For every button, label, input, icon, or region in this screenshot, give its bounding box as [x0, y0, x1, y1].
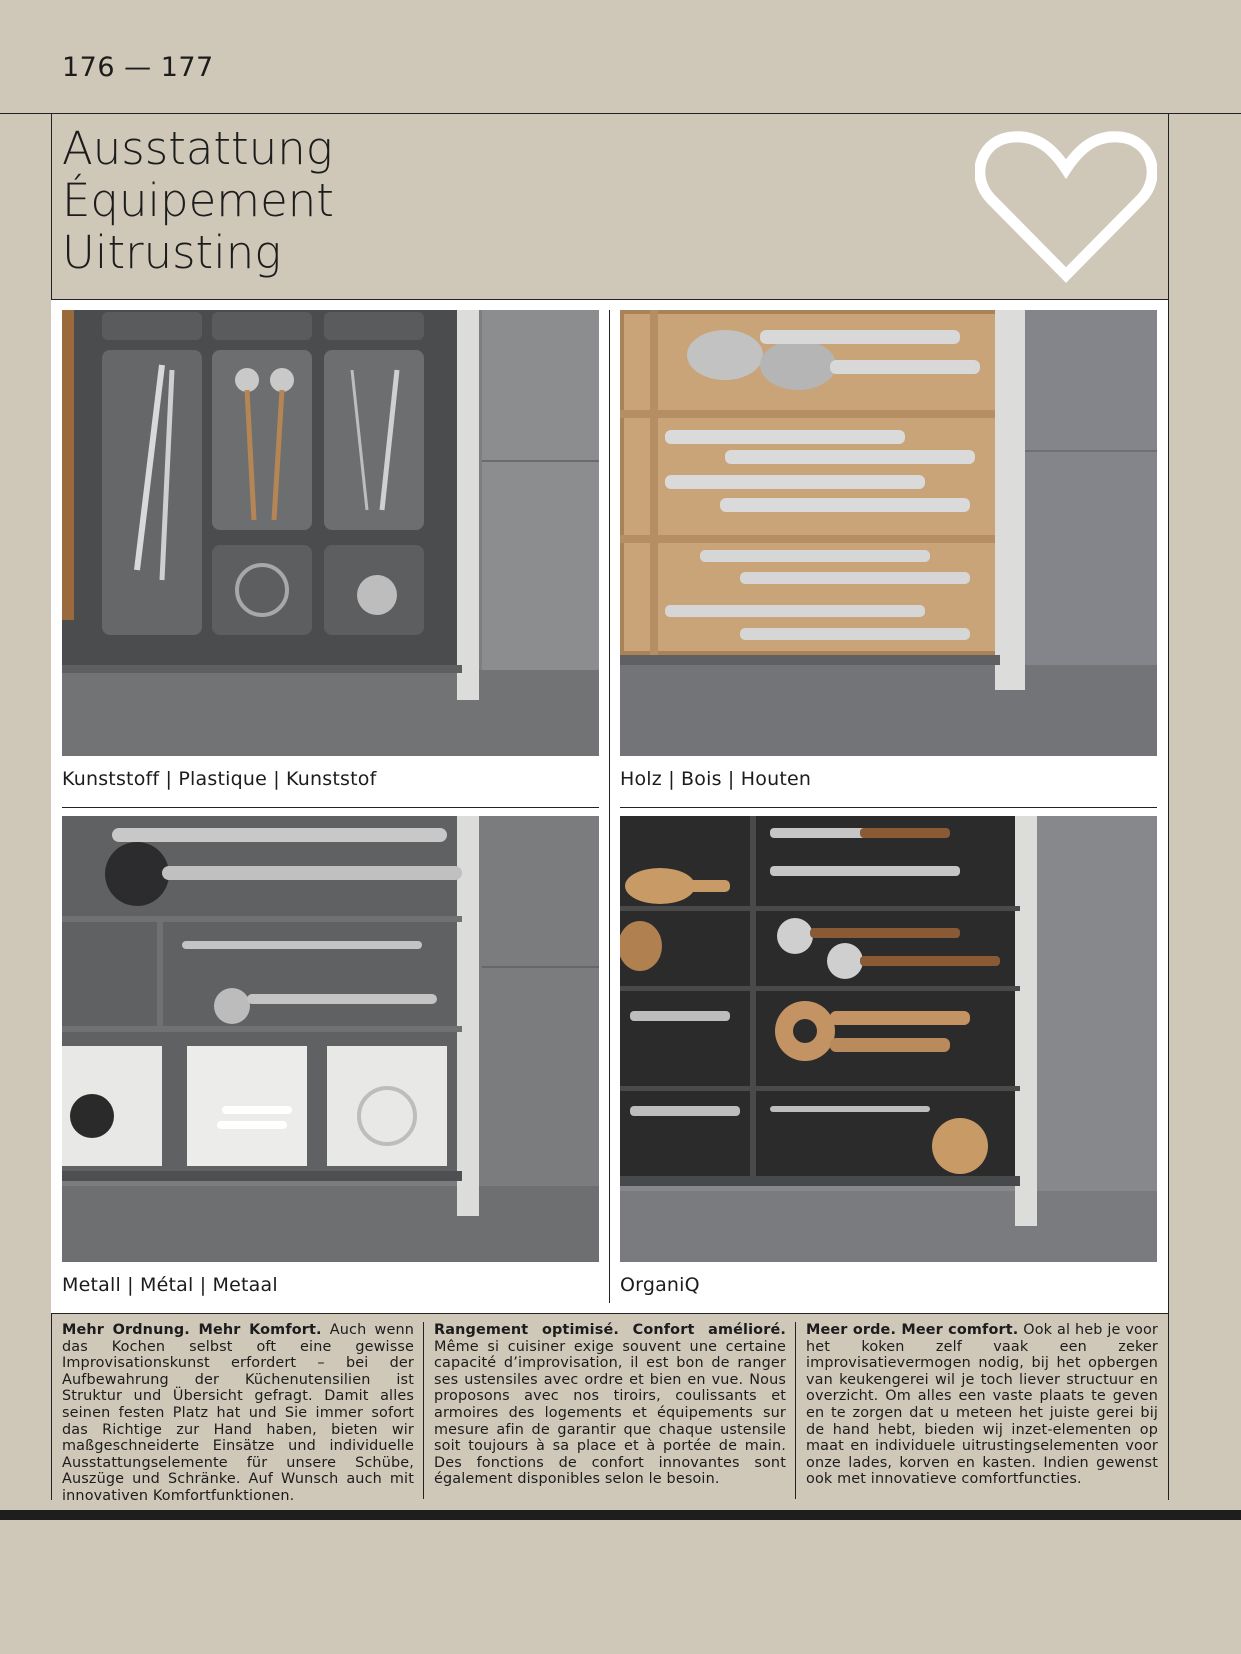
text-divider-2 — [795, 1322, 796, 1499]
title-french: Équipement — [62, 174, 334, 227]
text-dutch — [806, 1322, 1158, 1488]
text-french-body: Même si cuisiner exige souvent une certaine capacité d’improvisation, il est bon de ranger ses ustensiles avec ordre et bien en vue. Nous proposons avec nos tiroirs, coulissants et armoires des logements et équipements sur mesure afin de garantir que chaque ustensile soit toujours à sa place et à portée de main. Des fonctions de confort innovantes sont également disponibles selon le besoin. — [434, 1338, 786, 1488]
caption-wood: Holz | Bois | Houten — [620, 768, 812, 790]
grid-column-divider — [609, 310, 610, 1303]
footer-bar — [0, 1510, 1241, 1520]
text-german-lead: Mehr Ordnung. Mehr Komfort. — [62, 1322, 322, 1338]
text-french-lead: Rangement optimisé. Confort amélioré. — [434, 1322, 786, 1338]
text-german-body: Auch wenn das Kochen selbst oft eine gewisse Improvisationskunst erfordert – bei der Aufbewahrung der Küchenutensilien ist Struktur und Übersicht gefragt. Damit alles seinen festen Platz hat und Sie immer sofort das Richtige zur Hand haben, bieten wir maßgeschneiderte Einsätze und individuelle Ausstattungselemente für unsere Schübe, Auszüge und Schränke. Auf Wunsch auch mit innovativen Komfortfunktionen. — [62, 1322, 414, 1504]
photo-wood-drawer — [620, 310, 1157, 756]
panel-bottom-rule — [51, 1313, 1169, 1314]
page-title — [62, 123, 334, 279]
caption-rule-left — [62, 807, 599, 808]
photo-organiq-drawer — [620, 816, 1157, 1262]
right-frame-line — [1168, 113, 1169, 1500]
title-german: Ausstattung — [62, 122, 333, 175]
text-dutch-body: Ook al heb je voor het koken zelf vaak een zeker improvisatievermogen nodig, bij het opbergen van keukengerei wil je toch liever structuur en overzicht. Om alles een vaste plaats te geven en te zorgen dat u meteen het juiste gerei bij de hand hebt, bieden wij inzet-elementen op maat en individuele uitrustingselementen voor onze lades, korven en kasten. Indien gewenst ook met innovatieve comfortfuncties. — [806, 1322, 1158, 1488]
title-dutch: Uitrusting — [62, 226, 282, 279]
caption-metal: Metall | Métal | Metaal — [62, 1274, 278, 1296]
caption-plastic: Kunststoff | Plastique | Kunststof — [62, 768, 377, 790]
photo-plastic-drawer — [62, 310, 599, 756]
heart-outline-icon — [975, 129, 1157, 287]
caption-organiq: OrganiQ — [620, 1274, 700, 1296]
text-german — [62, 1322, 414, 1505]
caption-rule-right — [620, 807, 1157, 808]
header — [51, 113, 1168, 299]
text-french — [434, 1322, 786, 1488]
text-dutch-lead: Meer orde. Meer comfort. — [806, 1322, 1019, 1338]
page-numbers: 176 — 177 — [62, 52, 214, 83]
text-divider-1 — [423, 1322, 424, 1499]
photo-metal-drawer — [62, 816, 599, 1262]
